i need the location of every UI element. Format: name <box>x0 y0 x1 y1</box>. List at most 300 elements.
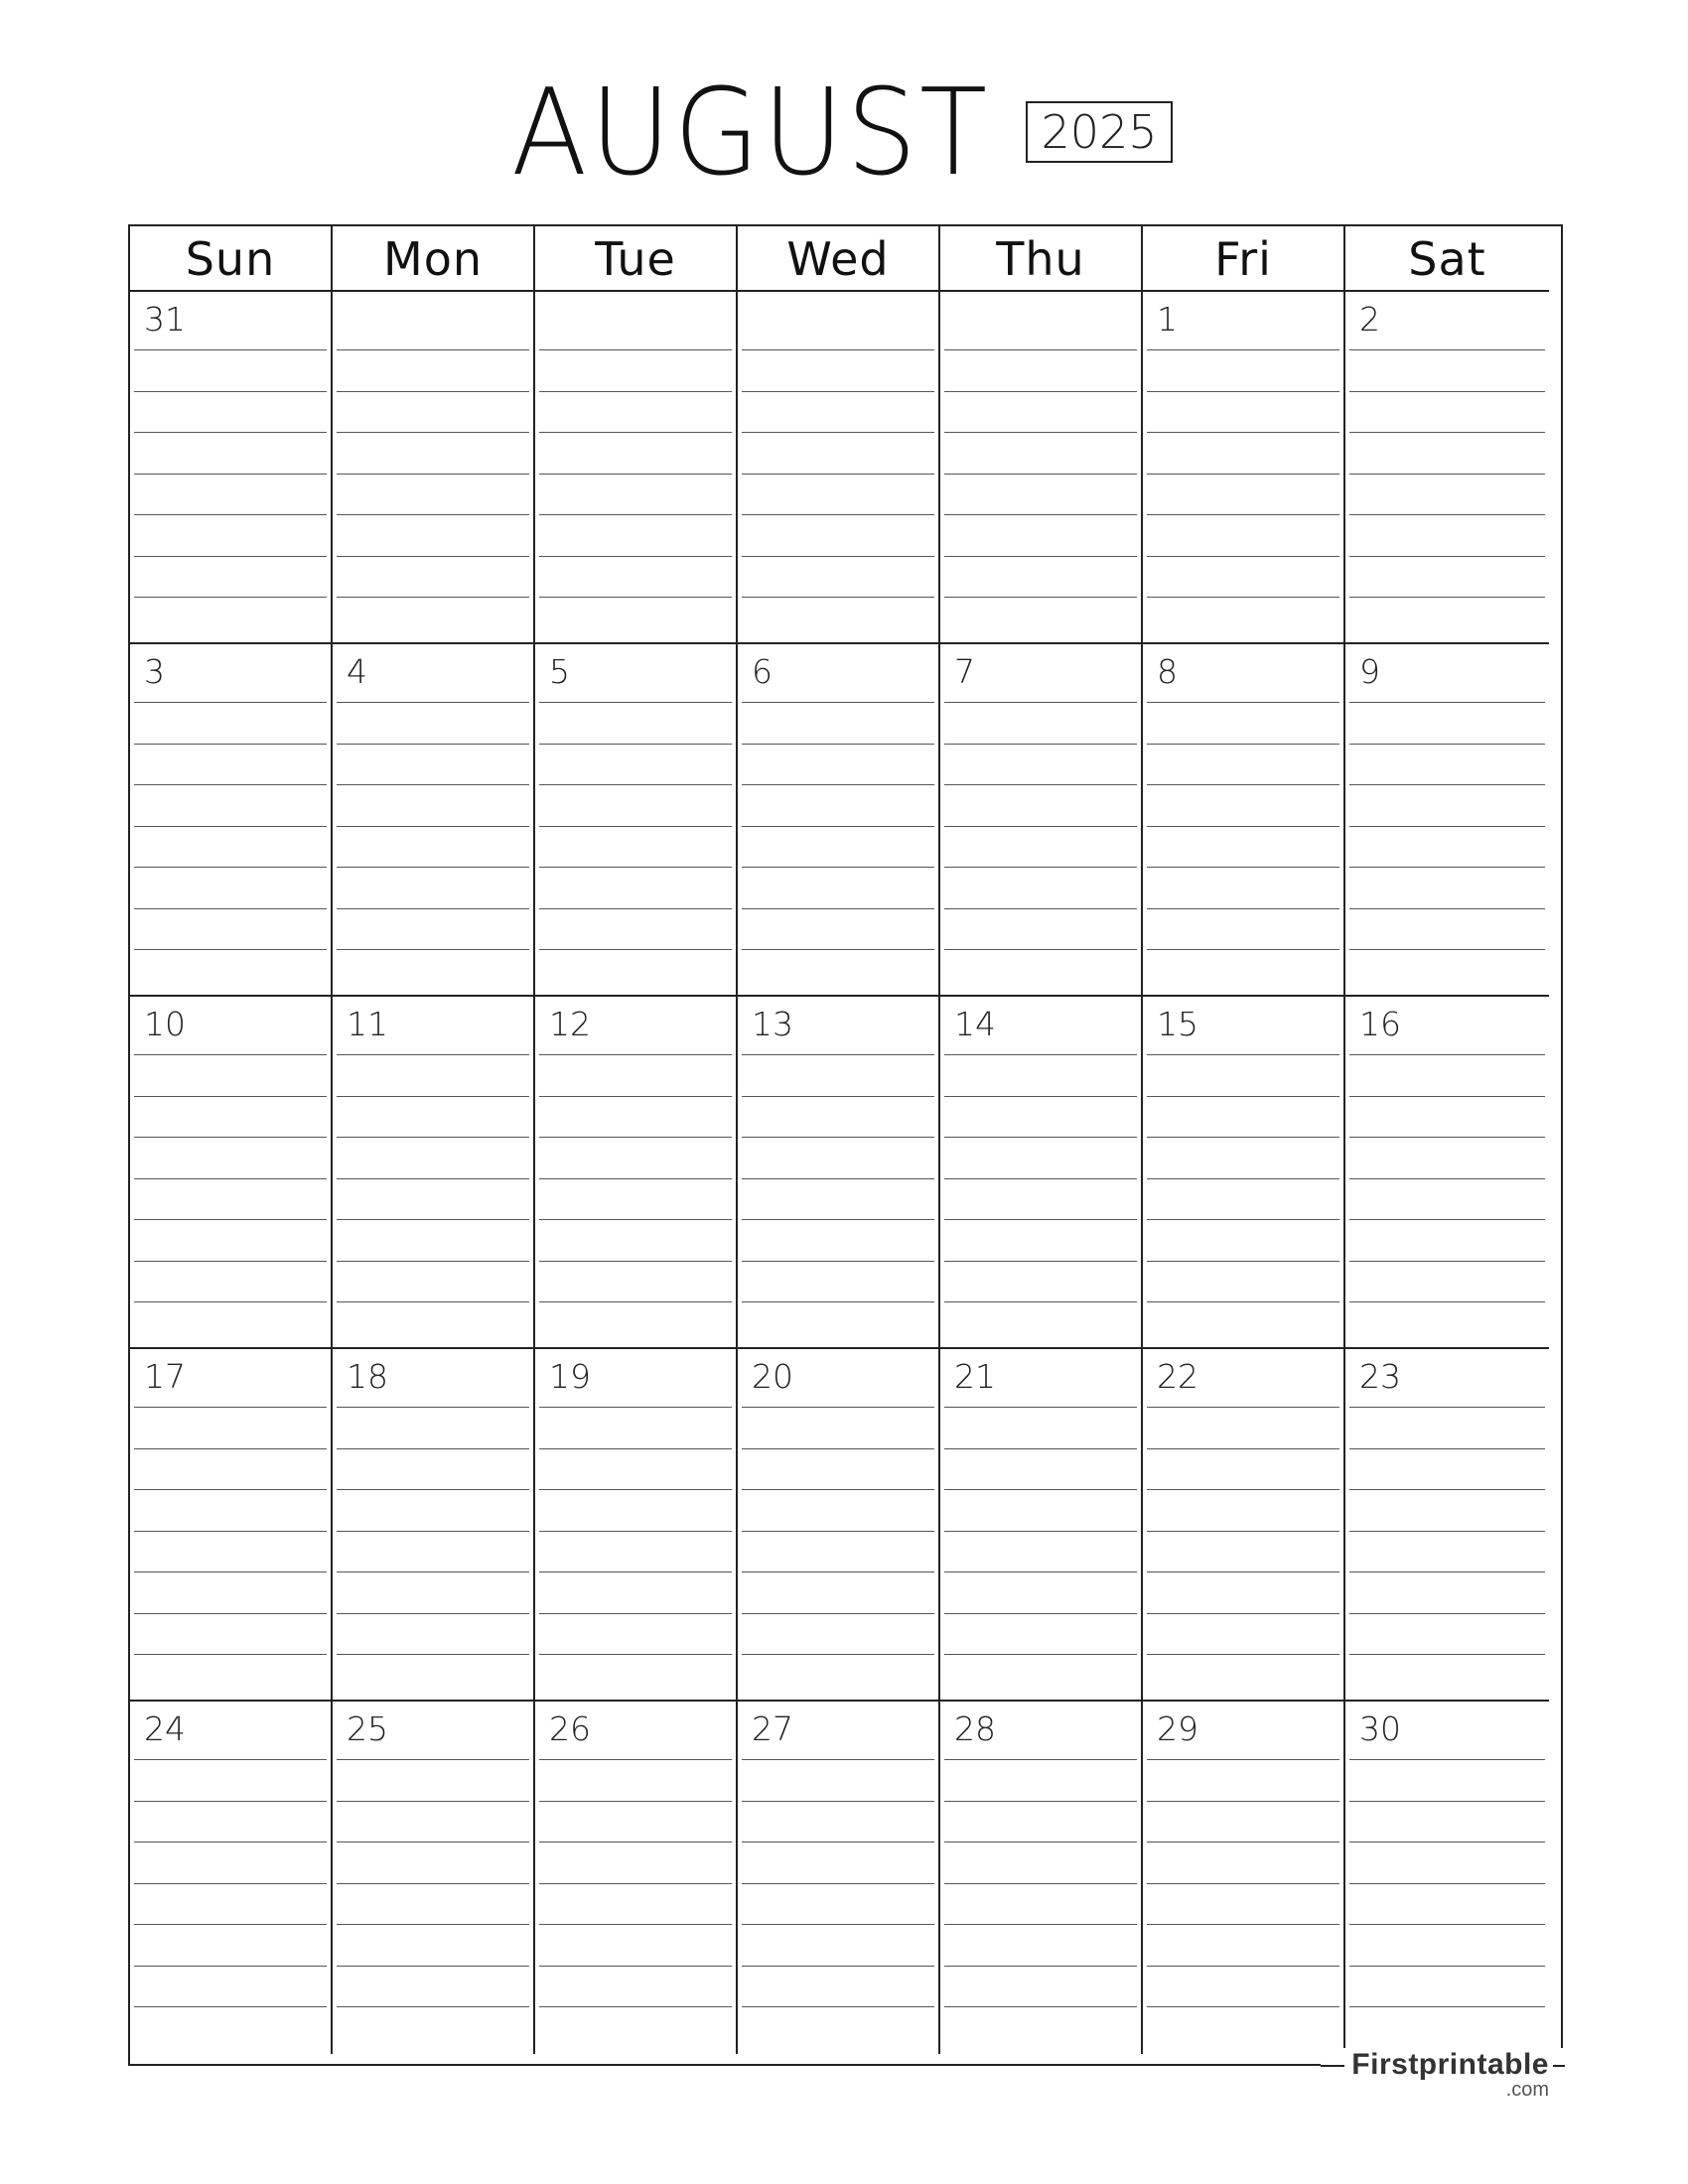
writing-line <box>1147 1096 1339 1097</box>
writing-line <box>1147 1261 1339 1262</box>
writing-line <box>944 1219 1137 1220</box>
day-cell <box>1143 1702 1345 2054</box>
writing-line <box>1147 432 1339 433</box>
writing-line <box>539 1054 732 1055</box>
writing-line <box>1349 1054 1545 1055</box>
writing-line <box>134 432 327 433</box>
writing-line <box>539 1137 732 1138</box>
writing-line <box>134 1842 327 1843</box>
writing-line <box>1349 349 1545 350</box>
day-number: 26 <box>549 1709 591 1748</box>
writing-line <box>539 2006 732 2007</box>
writing-line <box>1147 1531 1339 1532</box>
writing-line <box>337 1842 529 1843</box>
writing-line <box>1349 1801 1545 1802</box>
writing-line <box>337 1883 529 1884</box>
writing-line <box>944 514 1137 515</box>
writing-line <box>742 2006 934 2007</box>
writing-line <box>944 1613 1137 1614</box>
writing-line <box>337 349 529 350</box>
writing-line <box>539 1489 732 1490</box>
writing-line <box>742 432 934 433</box>
writing-line <box>742 556 934 557</box>
writing-line <box>742 1137 934 1138</box>
writing-line <box>1147 949 1339 950</box>
day-number: 6 <box>752 652 773 691</box>
calendar-grid <box>128 224 1563 2066</box>
day-number: 7 <box>954 652 975 691</box>
writing-line <box>539 474 732 475</box>
writing-line <box>134 514 327 515</box>
writing-line <box>944 1801 1137 1802</box>
writing-line <box>337 1924 529 1925</box>
writing-line <box>337 2006 529 2007</box>
writing-line <box>1147 1842 1339 1843</box>
writing-line <box>742 1489 934 1490</box>
writing-line <box>539 908 732 909</box>
writing-line <box>337 1054 529 1055</box>
writing-line <box>944 908 1137 909</box>
writing-line <box>1147 1613 1339 1614</box>
writing-line <box>944 1407 1137 1408</box>
writing-line <box>742 474 934 475</box>
writing-line <box>134 867 327 868</box>
day-cell <box>535 997 738 1349</box>
writing-line <box>134 349 327 350</box>
day-number: 27 <box>752 1709 793 1748</box>
writing-line <box>134 1407 327 1408</box>
day-number: 28 <box>954 1709 996 1748</box>
writing-line <box>337 1178 529 1179</box>
writing-line <box>1349 556 1545 557</box>
writing-line <box>742 1966 934 1967</box>
writing-line <box>742 1531 934 1532</box>
writing-line <box>539 1883 732 1884</box>
writing-line <box>1147 391 1339 392</box>
writing-line <box>1349 1966 1545 1967</box>
writing-line <box>1349 1759 1545 1760</box>
writing-line <box>134 1759 327 1760</box>
writing-line <box>1147 1301 1339 1302</box>
writing-line <box>1147 1178 1339 1179</box>
writing-line <box>1349 474 1545 475</box>
day-cell <box>535 1702 738 2054</box>
writing-line <box>1349 1219 1545 1220</box>
writing-line <box>1147 1966 1339 1967</box>
day-number: 14 <box>954 1005 996 1043</box>
writing-line <box>539 1096 732 1097</box>
writing-line <box>134 1883 327 1884</box>
writing-line <box>337 1407 529 1408</box>
writing-line <box>1349 2006 1545 2007</box>
writing-line <box>1147 1654 1339 1655</box>
day-number: 11 <box>347 1005 388 1043</box>
writing-line <box>1147 556 1339 557</box>
writing-line <box>742 1654 934 1655</box>
day-cell <box>738 644 940 997</box>
writing-line <box>1147 908 1339 909</box>
writing-line <box>944 1301 1137 1302</box>
month-title: AUGUST <box>511 65 990 203</box>
day-cell <box>535 1349 738 1702</box>
writing-line <box>539 784 732 785</box>
writing-line <box>1147 826 1339 827</box>
day-cell <box>940 1702 1143 2054</box>
writing-line <box>134 1654 327 1655</box>
day-number: 2 <box>1359 300 1380 339</box>
writing-line <box>337 432 529 433</box>
watermark-suffix: .com <box>1505 2079 1549 2101</box>
day-number: 22 <box>1157 1357 1198 1396</box>
writing-line <box>134 597 327 598</box>
writing-line <box>539 1407 732 1408</box>
writing-line <box>539 1924 732 1925</box>
writing-line <box>134 1924 327 1925</box>
writing-line <box>1349 597 1545 598</box>
writing-line <box>539 1531 732 1532</box>
writing-line <box>1349 514 1545 515</box>
day-cell <box>940 292 1143 644</box>
writing-line <box>539 744 732 745</box>
writing-line <box>539 597 732 598</box>
writing-line <box>539 1759 732 1760</box>
day-cell <box>738 292 940 644</box>
writing-line <box>1147 1054 1339 1055</box>
day-number: 17 <box>144 1357 186 1396</box>
writing-line <box>1147 1759 1339 1760</box>
writing-line <box>1349 1096 1545 1097</box>
writing-line <box>944 1883 1137 1884</box>
writing-line <box>539 1966 732 1967</box>
writing-line <box>539 391 732 392</box>
writing-line <box>944 556 1137 557</box>
weekday-header-tue: Tue <box>535 226 738 292</box>
writing-line <box>742 1801 934 1802</box>
writing-line <box>1147 1219 1339 1220</box>
writing-line <box>134 702 327 703</box>
day-number: 15 <box>1157 1005 1198 1043</box>
writing-line <box>134 1137 327 1138</box>
weekday-header-sat: Sat <box>1345 226 1549 292</box>
day-cell <box>738 1349 940 1702</box>
writing-line <box>1349 1448 1545 1449</box>
day-cell <box>333 644 535 997</box>
writing-line <box>1349 1489 1545 1490</box>
writing-line <box>539 556 732 557</box>
writing-line <box>742 826 934 827</box>
day-cell <box>130 1349 333 1702</box>
writing-line <box>1349 949 1545 950</box>
writing-line <box>742 1301 934 1302</box>
writing-line <box>337 1759 529 1760</box>
writing-line <box>337 867 529 868</box>
writing-line <box>944 1571 1137 1572</box>
day-cell <box>738 1702 940 2054</box>
writing-line <box>134 1966 327 1967</box>
day-number: 21 <box>954 1357 996 1396</box>
writing-line <box>1147 1407 1339 1408</box>
day-cell <box>1143 997 1345 1349</box>
day-cell <box>1345 644 1549 997</box>
writing-line <box>1349 1531 1545 1532</box>
writing-line <box>944 1448 1137 1449</box>
writing-line <box>134 826 327 827</box>
writing-line <box>134 1801 327 1802</box>
watermark-left-rule <box>1321 2065 1344 2067</box>
day-number: 31 <box>144 300 186 339</box>
writing-line <box>1349 1178 1545 1179</box>
writing-line <box>742 1448 934 1449</box>
writing-line <box>1349 1407 1545 1408</box>
day-cell <box>1345 997 1549 1349</box>
year-badge: 2025 <box>1026 101 1173 163</box>
writing-line <box>134 908 327 909</box>
writing-line <box>134 1178 327 1179</box>
day-cell <box>333 997 535 1349</box>
writing-line <box>944 1178 1137 1179</box>
day-cell <box>333 1349 535 1702</box>
writing-line <box>1349 867 1545 868</box>
writing-line <box>337 744 529 745</box>
day-number: 24 <box>144 1709 186 1748</box>
writing-line <box>1147 744 1339 745</box>
writing-line <box>1349 702 1545 703</box>
writing-line <box>1349 1883 1545 1884</box>
writing-line <box>944 1137 1137 1138</box>
writing-line <box>337 1301 529 1302</box>
writing-line <box>134 744 327 745</box>
writing-line <box>944 784 1137 785</box>
writing-line <box>742 1842 934 1843</box>
writing-line <box>944 2006 1137 2007</box>
day-cell <box>940 644 1143 997</box>
writing-line <box>337 908 529 909</box>
writing-line <box>1349 784 1545 785</box>
day-number: 3 <box>144 652 165 691</box>
writing-line <box>337 1219 529 1220</box>
writing-line <box>337 1966 529 1967</box>
writing-line <box>1147 1924 1339 1925</box>
day-number: 23 <box>1359 1357 1401 1396</box>
writing-line <box>337 556 529 557</box>
writing-line <box>742 949 934 950</box>
weekday-header-fri: Fri <box>1143 226 1345 292</box>
writing-line <box>539 1842 732 1843</box>
writing-line <box>1147 1571 1339 1572</box>
writing-line <box>337 1261 529 1262</box>
writing-line <box>742 391 934 392</box>
writing-line <box>1147 784 1339 785</box>
writing-line <box>944 391 1137 392</box>
writing-line <box>742 908 934 909</box>
writing-line <box>539 1219 732 1220</box>
writing-line <box>134 1613 327 1614</box>
writing-line <box>1147 702 1339 703</box>
writing-line <box>134 1489 327 1490</box>
day-number: 25 <box>347 1709 388 1748</box>
day-cell <box>1345 1702 1549 2054</box>
day-number: 18 <box>347 1357 388 1396</box>
writing-line <box>337 1654 529 1655</box>
writing-line <box>539 702 732 703</box>
writing-line <box>337 1137 529 1138</box>
writing-line <box>539 1613 732 1614</box>
writing-line <box>944 349 1137 350</box>
writing-line <box>1349 391 1545 392</box>
writing-line <box>539 867 732 868</box>
writing-line <box>134 1531 327 1532</box>
day-cell <box>1143 1349 1345 1702</box>
writing-line <box>944 1261 1137 1262</box>
writing-line <box>337 784 529 785</box>
writing-line <box>134 556 327 557</box>
day-number: 9 <box>1359 652 1380 691</box>
day-cell <box>130 997 333 1349</box>
weekday-header-mon: Mon <box>333 226 535 292</box>
writing-line <box>944 1054 1137 1055</box>
writing-line <box>944 1842 1137 1843</box>
day-cell <box>333 1702 535 2054</box>
day-cell <box>1143 292 1345 644</box>
writing-line <box>742 1178 934 1179</box>
writing-line <box>742 702 934 703</box>
writing-line <box>944 826 1137 827</box>
watermark-right-rule <box>1553 2065 1565 2067</box>
writing-line <box>742 1054 934 1055</box>
writing-line <box>742 1883 934 1884</box>
day-cell <box>130 1702 333 2054</box>
writing-line <box>134 1448 327 1449</box>
day-cell <box>940 1349 1143 1702</box>
writing-line <box>134 474 327 475</box>
day-cell <box>333 292 535 644</box>
weekday-header-thu: Thu <box>940 226 1143 292</box>
writing-line <box>337 826 529 827</box>
writing-line <box>539 514 732 515</box>
day-cell <box>535 292 738 644</box>
day-cell <box>1345 1349 1549 1702</box>
writing-line <box>944 474 1137 475</box>
writing-line <box>1349 1654 1545 1655</box>
day-cell <box>1345 292 1549 644</box>
writing-line <box>337 1489 529 1490</box>
writing-line <box>1349 908 1545 909</box>
writing-line <box>944 1759 1137 1760</box>
day-number: 13 <box>752 1005 793 1043</box>
writing-line <box>539 1801 732 1802</box>
writing-line <box>539 826 732 827</box>
writing-line <box>1349 1301 1545 1302</box>
writing-line <box>742 1613 934 1614</box>
writing-line <box>539 949 732 950</box>
writing-line <box>944 597 1137 598</box>
writing-line <box>742 597 934 598</box>
writing-line <box>944 1096 1137 1097</box>
writing-line <box>1147 474 1339 475</box>
writing-line <box>742 1096 934 1097</box>
writing-line <box>337 474 529 475</box>
writing-line <box>1349 826 1545 827</box>
writing-line <box>539 1261 732 1262</box>
writing-line <box>134 2006 327 2007</box>
writing-line <box>539 1654 732 1655</box>
writing-line <box>337 1801 529 1802</box>
day-number: 20 <box>752 1357 793 1396</box>
day-number: 4 <box>347 652 367 691</box>
day-cell <box>130 292 333 644</box>
brand-watermark <box>1321 2048 1589 2108</box>
writing-line <box>134 391 327 392</box>
writing-line <box>1349 1613 1545 1614</box>
writing-line <box>1147 2006 1339 2007</box>
writing-line <box>742 1571 934 1572</box>
weekday-header-wed: Wed <box>738 226 940 292</box>
writing-line <box>337 1571 529 1572</box>
writing-line <box>134 1096 327 1097</box>
writing-line <box>742 1759 934 1760</box>
writing-line <box>337 597 529 598</box>
writing-line <box>1349 1571 1545 1572</box>
writing-line <box>742 349 934 350</box>
writing-line <box>134 1571 327 1572</box>
writing-line <box>1349 432 1545 433</box>
writing-line <box>1349 1924 1545 1925</box>
writing-line <box>742 1407 934 1408</box>
day-cell <box>535 644 738 997</box>
day-cell <box>940 997 1143 1349</box>
day-number: 16 <box>1359 1005 1401 1043</box>
day-number: 12 <box>549 1005 591 1043</box>
writing-line <box>742 867 934 868</box>
writing-line <box>1147 1801 1339 1802</box>
day-number: 5 <box>549 652 570 691</box>
writing-line <box>1147 1137 1339 1138</box>
writing-line <box>742 1924 934 1925</box>
writing-line <box>337 1613 529 1614</box>
writing-line <box>1147 867 1339 868</box>
day-number: 10 <box>144 1005 186 1043</box>
writing-line <box>1147 1448 1339 1449</box>
writing-line <box>337 514 529 515</box>
writing-line <box>539 349 732 350</box>
writing-line <box>742 744 934 745</box>
writing-line <box>337 702 529 703</box>
day-number: 8 <box>1157 652 1178 691</box>
writing-line <box>1349 1261 1545 1262</box>
writing-line <box>944 1489 1137 1490</box>
day-number: 1 <box>1157 300 1178 339</box>
day-cell <box>738 997 940 1349</box>
weekday-header-sun: Sun <box>130 226 333 292</box>
writing-line <box>944 1531 1137 1532</box>
writing-line <box>1349 744 1545 745</box>
day-number: 30 <box>1359 1709 1401 1748</box>
writing-line <box>1147 1489 1339 1490</box>
writing-line <box>134 1219 327 1220</box>
writing-line <box>337 1096 529 1097</box>
writing-line <box>944 949 1137 950</box>
writing-line <box>944 1654 1137 1655</box>
writing-line <box>1349 1137 1545 1138</box>
writing-line <box>539 1178 732 1179</box>
writing-line <box>1147 514 1339 515</box>
writing-line <box>539 1448 732 1449</box>
writing-line <box>337 1531 529 1532</box>
writing-line <box>337 949 529 950</box>
writing-line <box>539 1301 732 1302</box>
writing-line <box>134 1261 327 1262</box>
writing-line <box>742 784 934 785</box>
